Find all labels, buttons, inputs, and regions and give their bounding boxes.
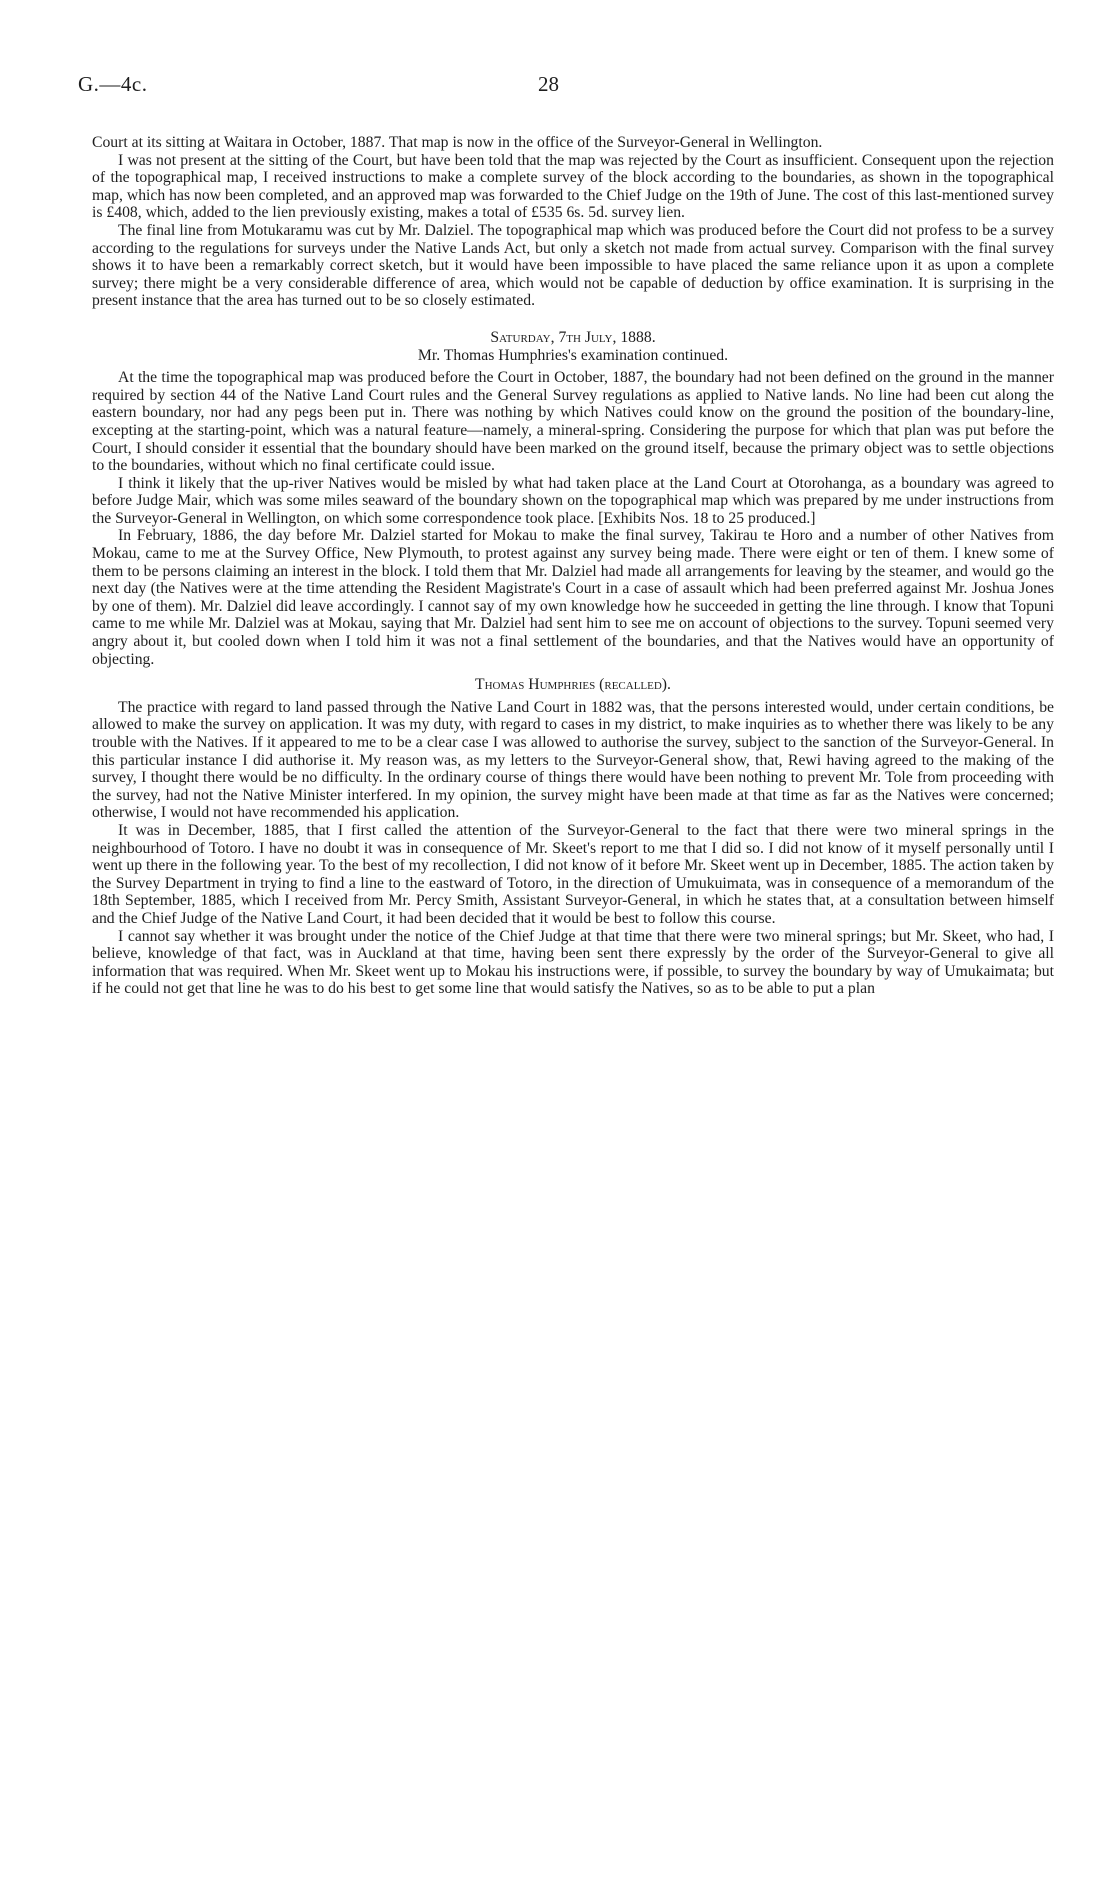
page-number: 28 xyxy=(538,72,559,96)
paragraph: Court at its sitting at Waitara in October, 1887. That map is now in the office of the Surveyor-General in Wellington. xyxy=(92,134,823,151)
paragraph: The final line from Motukaramu was cut by Mr. Dalziel. The topographical map which was produced before the Court did not profess to be a survey according to the regulations for surveys under the Native Lands Act, but only a sketch not made from actual survey. Comparison with the final survey shows it to have been a remarkably correct sketch, but it would have been impossible to have placed the same reliance upon it as upon a complete survey; there might be a very considerable difference of area, which would not be capable of deduction by office examination. It is surprising in the present instance that the area has turned out to be so closely estimated. xyxy=(92,221,1054,310)
date-heading: Saturday, 7th July, 1888. xyxy=(490,328,656,346)
page-header xyxy=(0,72,1114,106)
paragraph: In February, 1886, the day before Mr. Dalziel started for Mokau to make the final survey, Takirau te Horo and a number of other Natives from Mokau, came to me at the Survey Office, New Plymouth, to protest against any survey being made. There were eight or ten of them. I knew some of them to be persons claiming an interest in the block. I told them that Mr. Dalziel had made all arrangements for leaving by the steamer, and would go the next day (the Natives were at the time attending the Resident Magistrate's Court in a case of assault which had been preferred against Mr. Joshua Jones by one of them). Mr. Dalziel did leave accordingly. I cannot say of my own knowledge how he succeeded in getting the line through. I know that Topuni came to me while Mr. Dalziel was at Mokau, saying that Mr. Dalziel had sent him to see me on account of objections to the survey. Topuni seemed very angry about it, but cooled down when I told him it was not a final settlement of the boundaries, and that the Natives would have an opportunity of objecting. xyxy=(92,527,1054,668)
witness-heading: Mr. Thomas Humphries's examination continued. xyxy=(417,346,729,364)
paragraph: The practice with regard to land passed through the Native Land Court in 1882 was, that the persons interested would, under certain conditions, be allowed to make the survey on application. It was my duty, with regard to cases in my district, to make inquiries as to whether there was likely to be any trouble with the Natives. If it appeared to me to be a clear case I was allowed to authorise the survey, subject to the sanction of the Surveyor-General. In this particular instance I did authorise it. My reason was, as my letters to the Surveyor-General show, that, Rewi having agreed to the making of the survey, I thought there would be no difficulty. In the ordinary course of things there would have been nothing to prevent Mr. Tole from proceeding with the survey, had not the Native Minister interfered. In my opinion, the survey might have been made at that time as far as the Natives were concerned; otherwise, I would not have recommended his application. xyxy=(92,698,1054,822)
paragraph: I think it likely that the up-river Natives would be misled by what had taken place at the Land Court at Otorohanga, as a boundary was agreed to before Judge Mair, which was some miles seaward of the boundary shown on the topographical map which was prepared by me under instructions from the Surveyor-General in Wellington, on which some correspondence took place. [Exhibits Nos. 18 to 25 produced.] xyxy=(92,474,1054,527)
paragraph: At the time the topographical map was produced before the Court in October, 1887, the boundary had not been defined on the ground in the manner required by section 44 of the Native Land Court rules and the General Survey regulations as applied to Native lands. No line had been cut along the eastern boundary, nor had any pegs been put in. There was nothing by which Natives could know on the ground the position of the boundary-line, excepting at the starting-point, which was a natural feature—namely, a mineral-spring. Considering the purpose for which that plan was put before the Court, I should consider it essential that the boundary should have been marked on the ground itself, because the primary object was to settle objections to the boundaries, without which no final certificate could issue. xyxy=(92,369,1054,475)
witness-heading: Thomas Humphries (recalled). xyxy=(475,676,671,694)
paragraph: I was not present at the sitting of the Court, but have been told that the map was rejected by the Court as insufficient. Consequent upon the rejection of the topographical map, I received instructions to make a complete survey of the block according to the boundaries, as shown in the topographical map, which has now been completed, and an approved map was forwarded to the Chief Judge on the 19th of June. The cost of this last-mentioned survey is £408, which, added to the lien previously existing, makes a total of £535 6s. 5d. survey lien. xyxy=(92,151,1054,222)
paragraph: It was in December, 1885, that I first called the attention of the Surveyor-General to the fact that there were two mineral springs in the neighbourhood of Totoro. I have no doubt it was in consequence of Mr. Skeet's report to me that I did so. I did not know of it myself personally until I went up there in the following year. To the best of my recollection, I did not know of it before Mr. Skeet went up in December, 1885. The action taken by the Survey Department in trying to find a line to the eastward of Totoro, in the direction of Umukuimata, was in consequence of a memorandum of the 18th September, 1885, which I received from Mr. Percy Smith, Assistant Surveyor-General, in which he states that, at a consultation between himself and the Chief Judge of the Native Land Court, it had been decided that it would be best to follow this course. xyxy=(92,821,1054,927)
paragraph: I cannot say whether it was brought under the notice of the Chief Judge at that time that there were two mineral springs; but Mr. Skeet, who had, I believe, knowledge of that fact, was in Auckland at that time, having been sent there expressly by the order of the Surveyor-General to give all information that was required. When Mr. Skeet went up to Mokau his instructions were, if possible, to survey the boundary by way of Umukaimata; but if he could not get that line he was to do his best to get some line that would satisfy the Natives, so as to be able to put a plan xyxy=(92,927,1054,998)
document-reference: G.—4c. xyxy=(78,72,148,96)
page-body xyxy=(92,134,1054,998)
